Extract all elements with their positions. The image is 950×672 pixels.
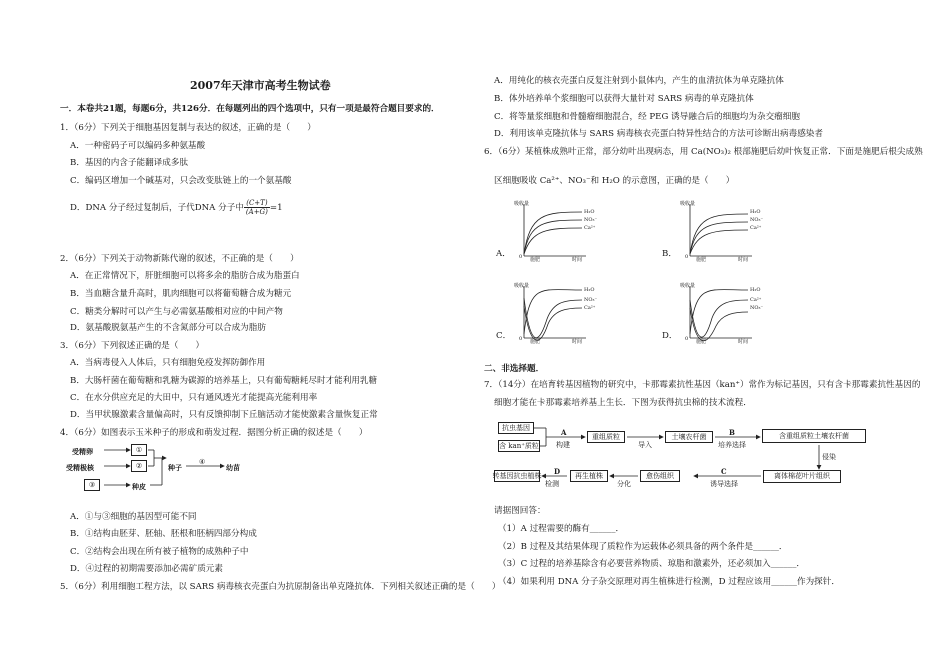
q6-graph-legend-1: H₂O bbox=[584, 287, 595, 293]
q4-option-c: C．②结构会出现在所有被子植物的成熟种子中 bbox=[70, 547, 249, 557]
q4-label-seedling: 幼苗 bbox=[226, 463, 240, 472]
q6-graph-legend-2: Ca²⁺ bbox=[750, 297, 762, 303]
q1-stem: 1．（6分）下列关于细胞基因复制与表达的叙述，正确的是（ ） bbox=[60, 123, 316, 133]
q7-ask: 请据图回答： bbox=[494, 506, 546, 516]
q7-label-build: 构建 bbox=[556, 441, 570, 449]
q1-option-d-text: D．DNA 分子经过复制后，子代DNA 分子中 bbox=[70, 202, 244, 213]
q4-option-d: D．④过程的初期需要添加必需矿质元素 bbox=[70, 564, 223, 574]
q6-graph-tlabel: 施肥 bbox=[530, 339, 541, 345]
q2-option-d: D．氨基酸脱氨基产生的不含氮部分可以合成为脂肪 bbox=[70, 323, 266, 333]
q6-graph-legend-3: Ca²⁺ bbox=[584, 305, 596, 311]
q6-graph-xlabel: 时间 bbox=[738, 257, 749, 263]
q7-label-c: C bbox=[721, 467, 727, 476]
paper-title: 2007年天津市高考生物试卷 bbox=[190, 79, 331, 92]
q1-option-a: A．一种密码子可以编码多种氨基酸 bbox=[70, 141, 206, 151]
q5-option-b: B．体外培养单个浆细胞可以获得大量针对 SARS 病毒的单克隆抗体 bbox=[494, 94, 754, 104]
q6-graph-ylabel: 吸收量 bbox=[680, 201, 696, 207]
q5-option-c: C．将等量浆细胞和骨髓瘤细胞混合，经 PEG 诱导融合后的细胞均为杂交瘤细胞 bbox=[494, 112, 800, 122]
q7-sub-4: （4）如果利用 DNA 分子杂交原理对再生植株进行检测，D 过程应该用______作为探针． bbox=[498, 577, 840, 587]
q4-box-3: ③ bbox=[84, 479, 100, 491]
q6-graph-tlabel: 施肥 bbox=[530, 257, 541, 263]
q1-option-b: B．基因的内含子能翻译成多肽 bbox=[70, 158, 189, 168]
q7-box-leaf: 离体棉花叶片组织 bbox=[763, 470, 841, 483]
q7-label-b: B bbox=[729, 428, 735, 437]
q4-label-seed: 种子 bbox=[168, 463, 182, 472]
q7-label-d: D bbox=[554, 467, 561, 476]
q6-graph-origin: 0 bbox=[685, 254, 689, 260]
q6-graph-legend-3: Ca²⁺ bbox=[750, 225, 762, 231]
q3-stem: 3．（6分）下列叙述正确的是（ ） bbox=[60, 341, 205, 351]
q7-box-agro: 土壤农杆菌 bbox=[665, 431, 713, 443]
q4-stem: 4．（6分）如图表示玉米种子的形成和萌发过程．据图分析正确的叙述是（ ） bbox=[60, 428, 368, 438]
q1-fraction-den: (A+G) bbox=[245, 208, 268, 216]
q2-option-c: C．糖类分解时可以产生与必需氨基酸相对应的中间产物 bbox=[70, 307, 283, 317]
q6-graph-legend-3: Ca²⁺ bbox=[584, 225, 596, 231]
q6-graph-ylabel: 吸收量 bbox=[514, 201, 530, 207]
q6-graph-ylabel: 吸收量 bbox=[680, 283, 696, 289]
q6-graph-ylabel: 吸收量 bbox=[514, 283, 530, 289]
q3-option-c: C．在水分供应充足的大田中，只有通风透光才能提高光能利用率 bbox=[70, 393, 318, 403]
q7-label-diff: 分化 bbox=[617, 480, 631, 488]
q3-option-d: D．当甲状腺激素含量偏高时，只有反馈抑制下丘脑活动才能使激素含量恢复正常 bbox=[70, 410, 378, 420]
q4-box-1: ① bbox=[131, 444, 147, 456]
q7-box-recomb: 重组质粒 bbox=[587, 431, 625, 443]
q6-stem-2: 区细胞吸收 Ca²⁺、NO₃⁻和 H₂O 的示意图，正确的是（ ） bbox=[494, 176, 735, 186]
q5-option-d: D．利用该单克隆抗体与 SARS 病毒核衣壳蛋白特异性结合的方法可诊断出病毒感染者 bbox=[494, 129, 823, 139]
q7-stem-1: 7．（14分）在培育转基因植物的研究中，卡那霉素抗性基因（kan⁺）常作为标记基因，只有含卡那霉素抗性基因的 bbox=[484, 380, 921, 390]
q6-option-label-c: C． bbox=[496, 331, 512, 341]
q6-graph-legend-3: NO₃⁻ bbox=[750, 305, 764, 311]
q1-fraction-num: (C+T) bbox=[244, 199, 270, 208]
q7-box-final: 转基因抗虫植株 bbox=[494, 470, 540, 482]
section1-heading: 一．本卷共21题，每题6分，共126分．在每题列出的四个选项中，只有一项是最符合题目要求的． bbox=[60, 104, 440, 114]
q6-option-label-a: A． bbox=[496, 249, 511, 259]
q6-graph-xlabel: 时间 bbox=[738, 339, 749, 345]
q6-graph-origin: 0 bbox=[519, 254, 523, 260]
q6-graph-legend-2: NO₃⁻ bbox=[750, 217, 764, 223]
q4-box-2: ② bbox=[131, 460, 147, 472]
q7-box-agro2: 含重组质粒土壤农杆菌 bbox=[762, 429, 866, 443]
q3-option-b: B．大肠杆菌在葡萄糖和乳糖为碳源的培养基上，只有葡萄糖耗尽时才能利用乳糖 bbox=[70, 376, 378, 386]
q6-graph-tlabel: 施肥 bbox=[696, 339, 707, 345]
q5-option-a: A．用纯化的核衣壳蛋白反复注射到小鼠体内，产生的血清抗体为单克隆抗体 bbox=[494, 76, 784, 86]
q7-sub-3: （3）C 过程的培养基除含有必要营养物质、琼脂和激素外，还必须加入______． bbox=[498, 559, 805, 569]
q4-label-polar: 受精极核 bbox=[66, 463, 94, 472]
q6-graph-legend-2: NO₃⁻ bbox=[584, 297, 598, 303]
q4-option-b: B．①结构由胚芽、胚轴、胚根和胚柄四部分构成 bbox=[70, 529, 257, 539]
q4-label-coat: 种皮 bbox=[132, 482, 146, 491]
q7-box-gene: 抗虫基因 bbox=[498, 422, 534, 434]
q2-stem: 2．（6分）下列关于动物新陈代谢的叙述，不正确的是（ ） bbox=[60, 254, 299, 264]
q6-graph-xlabel: 时间 bbox=[572, 339, 583, 345]
q6-graph-origin: 0 bbox=[685, 336, 689, 342]
q5-stem: 5．（6分）利用细胞工程方法，以 SARS 病毒核衣壳蛋白为抗原制备出单克隆抗体．下列相关叙述正确的是（ ） bbox=[60, 582, 501, 592]
q7-box-callus: 愈伤组织 bbox=[640, 470, 680, 482]
q6-graph-origin: 0 bbox=[519, 336, 523, 342]
q1-option-d-tail: =1 bbox=[269, 202, 283, 213]
q7-box-plasmid: 含 kan⁺质粒 bbox=[498, 440, 540, 452]
q4-option-a: A．①与③细胞的基因型可能不同 bbox=[70, 512, 197, 522]
q4-label-egg: 受精卵 bbox=[72, 447, 93, 456]
q7-stem-2: 细胞才能在卡那霉素培养基上生长．下图为获得抗虫棉的技术流程． bbox=[494, 398, 752, 408]
q7-label-induce: 诱导选择 bbox=[710, 480, 738, 488]
q7-sub-1: （1）A 过程需要的酶有______． bbox=[498, 524, 625, 534]
q7-sub-2: （2）B 过程及其结果体现了质粒作为运载体必须具备的两个条件是______． bbox=[498, 542, 788, 552]
q7-box-regen: 再生植株 bbox=[570, 470, 608, 482]
q6-option-label-d: D． bbox=[662, 331, 678, 341]
q3-option-a: A．当病毒侵入人体后，只有细胞免疫发挥防御作用 bbox=[70, 358, 266, 368]
q7-label-a: A bbox=[561, 428, 567, 437]
q6-graph-legend-1: H₂O bbox=[584, 209, 595, 215]
q7-label-culture: 培养选择 bbox=[718, 441, 746, 449]
q6-option-label-b: B． bbox=[662, 249, 677, 259]
q6-stem-1: 6．（6分）某植株成熟叶正常，部分幼叶出现病态，用 Ca(NO₃)₂ 根部施肥后幼叶恢复正常．下面是施肥后根尖成熟 bbox=[484, 147, 923, 157]
q7-label-infect: 侵染 bbox=[822, 453, 836, 461]
q4-label-4: ④ bbox=[199, 458, 206, 466]
q7-label-detect: 检测 bbox=[545, 480, 559, 488]
q6-graph-xlabel: 时间 bbox=[572, 257, 583, 263]
q6-graph-tlabel: 施肥 bbox=[696, 257, 707, 263]
q2-option-b: B．当血糖含量升高时，肌肉细胞可以将葡萄糖合成为糖元 bbox=[70, 289, 292, 299]
q1-option-c: C．编码区增加一个碱基对，只会改变肽链上的一个氨基酸 bbox=[70, 176, 292, 186]
q6-graph-legend-1: H₂O bbox=[750, 209, 761, 215]
q7-flow-lines bbox=[484, 0, 904, 672]
q6-graph-legend-2: NO₃⁻ bbox=[584, 217, 598, 223]
q6-graph-legend-1: H₂O bbox=[750, 287, 761, 293]
section2-heading: 二、非选择题． bbox=[484, 364, 545, 374]
q7-label-import: 导入 bbox=[638, 441, 652, 449]
q2-option-a: A．在正常情况下，肝脏细胞可以将多余的脂肪合成为脂蛋白 bbox=[70, 271, 300, 281]
